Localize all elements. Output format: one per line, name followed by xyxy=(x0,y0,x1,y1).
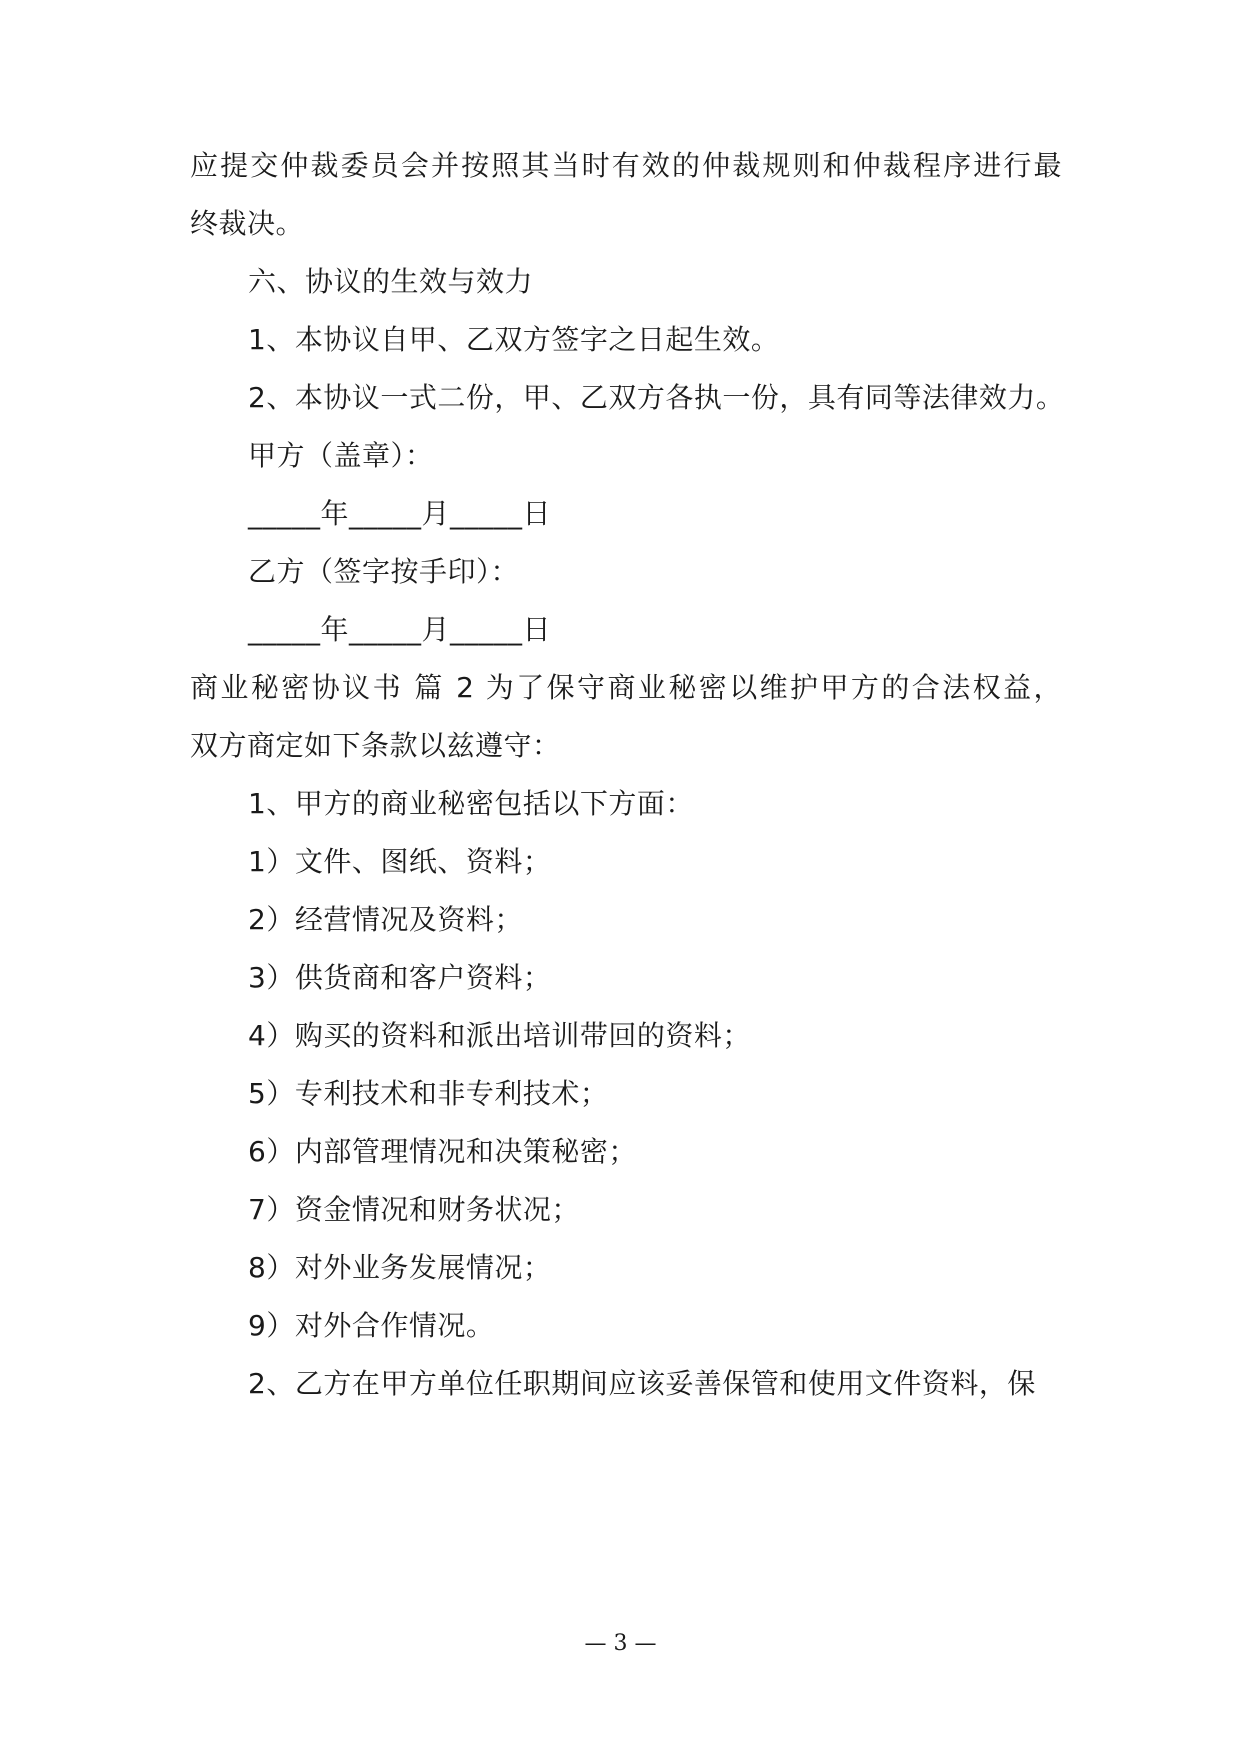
intro-text: 为了保守商业秘密以维护甲方的合法权益， xyxy=(485,671,1062,704)
document-title-line xyxy=(190,670,1062,706)
list-item: 4）购买的资料和派出培训带回的资料； xyxy=(248,1019,751,1052)
list-item: 5）专利技术和非专利技术； xyxy=(248,1077,609,1110)
date-blank: _____年_____月_____日 xyxy=(248,497,552,530)
party-b-label: 乙方（签字按手印）： xyxy=(248,555,520,588)
page-number: — 3 — xyxy=(584,1631,657,1656)
date-blank: _____年_____月_____日 xyxy=(248,613,552,646)
clause-line: 2、本协议一式二份，甲、乙双方各执一份，具有同等法律效力。 xyxy=(248,381,1065,414)
clause-line: 2、乙方在甲方单位任职期间应该妥善保管和使用文件资料，保 xyxy=(248,1367,1036,1400)
paragraph-line: 终裁决。 xyxy=(190,207,305,240)
party-a-label: 甲方（盖章）： xyxy=(248,439,434,472)
paragraph-line: 应提交仲裁委员会并按照其当时有效的仲裁规则和仲裁程序进行最 xyxy=(190,149,1062,182)
paragraph-line: 双方商定如下条款以兹遵守： xyxy=(190,729,561,762)
section-heading: 六、协议的生效与效力 xyxy=(248,265,534,298)
list-item: 3）供货商和客户资料； xyxy=(248,961,552,994)
clause-line: 1、本协议自甲、乙双方签字之日起生效。 xyxy=(248,323,780,356)
list-item: 9）对外合作情况。 xyxy=(248,1309,495,1342)
list-item: 8）对外业务发展情况； xyxy=(248,1251,552,1284)
list-item: 7）资金情况和财务状况； xyxy=(248,1193,580,1226)
list-item: 1）文件、图纸、资料； xyxy=(248,845,552,878)
clause-line: 1、甲方的商业秘密包括以下方面： xyxy=(248,787,694,820)
document-title: 商业秘密协议书 篇 2 xyxy=(190,671,475,704)
list-item: 2）经营情况及资料； xyxy=(248,903,523,936)
list-item: 6）内部管理情况和决策秘密； xyxy=(248,1135,637,1168)
